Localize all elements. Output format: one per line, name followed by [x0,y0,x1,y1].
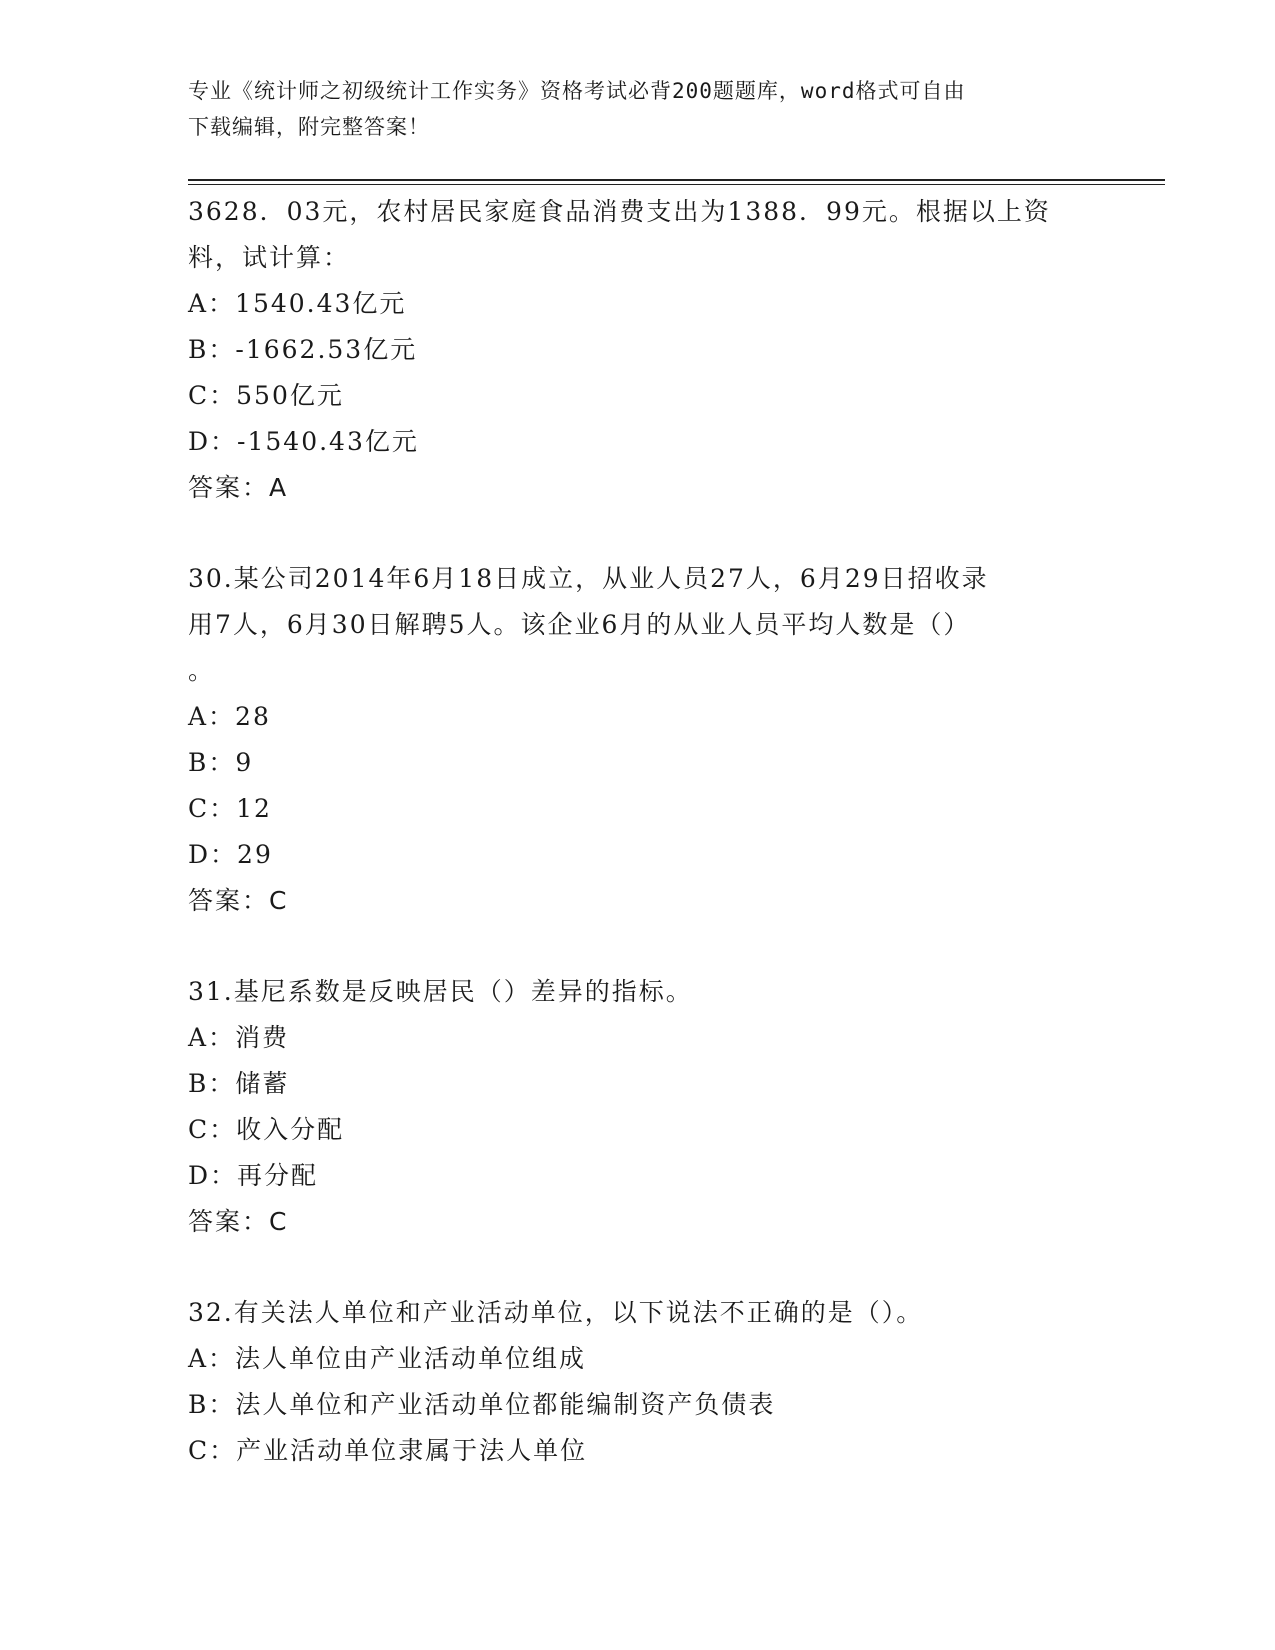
question-29 [188,189,1088,511]
header-divider-thick [188,179,1165,181]
option-b: B：储蓄 [188,1069,290,1098]
option-d: D：-1540.43亿元 [188,427,419,456]
option-a: A：1540.43亿元 [188,289,407,318]
answer-line: 答案：A [188,473,289,502]
option-d: D：29 [188,840,273,869]
question-stem: 用7人，6月30日解聘5人。该企业6月的从业人员平均人数是（） [188,610,971,639]
option-c: C：产业活动单位隶属于法人单位 [188,1436,588,1465]
option-a: A：法人单位由产业活动单位组成 [188,1344,587,1373]
question-stem: 30.某公司2014年6月18日成立，从业人员27人，6月29日招收录 [188,564,989,593]
option-b: B：法人单位和产业活动单位都能编制资产负债表 [188,1390,776,1419]
header-divider-thin [188,184,1165,185]
option-a: A：28 [188,702,271,731]
spacer [188,924,1088,969]
question-30 [188,556,1088,924]
answer-line: 答案：C [188,1207,289,1236]
spacer [188,511,1088,556]
option-c: C：12 [188,794,272,823]
question-stem: 3628．03元，农村居民家庭食品消费支出为1388．99元。根据以上资 [188,197,1051,226]
question-32 [188,1290,1088,1474]
option-b: B：9 [188,748,254,777]
option-c: C：收入分配 [188,1115,345,1144]
page-header [188,73,1088,145]
document-body [188,189,1088,1474]
option-c: C：550亿元 [188,381,344,410]
answer-line: 答案：C [188,886,289,915]
question-stem: 32.有关法人单位和产业活动单位，以下说法不正确的是（）。 [188,1298,924,1327]
option-b: B：-1662.53亿元 [188,335,418,364]
header-line-1: 专业《统计师之初级统计工作实务》资格考试必背200题题库，word格式可自由 [188,79,966,103]
option-a: A：消费 [188,1023,290,1052]
question-stem: 料，试计算： [188,243,351,272]
question-stem: 31.基尼系数是反映居民（）差异的指标。 [188,977,693,1006]
question-stem: 。 [188,656,216,685]
spacer [188,1245,1088,1290]
option-d: D：再分配 [188,1161,319,1190]
question-31 [188,969,1088,1245]
header-line-2: 下载编辑，附完整答案！ [188,115,430,139]
